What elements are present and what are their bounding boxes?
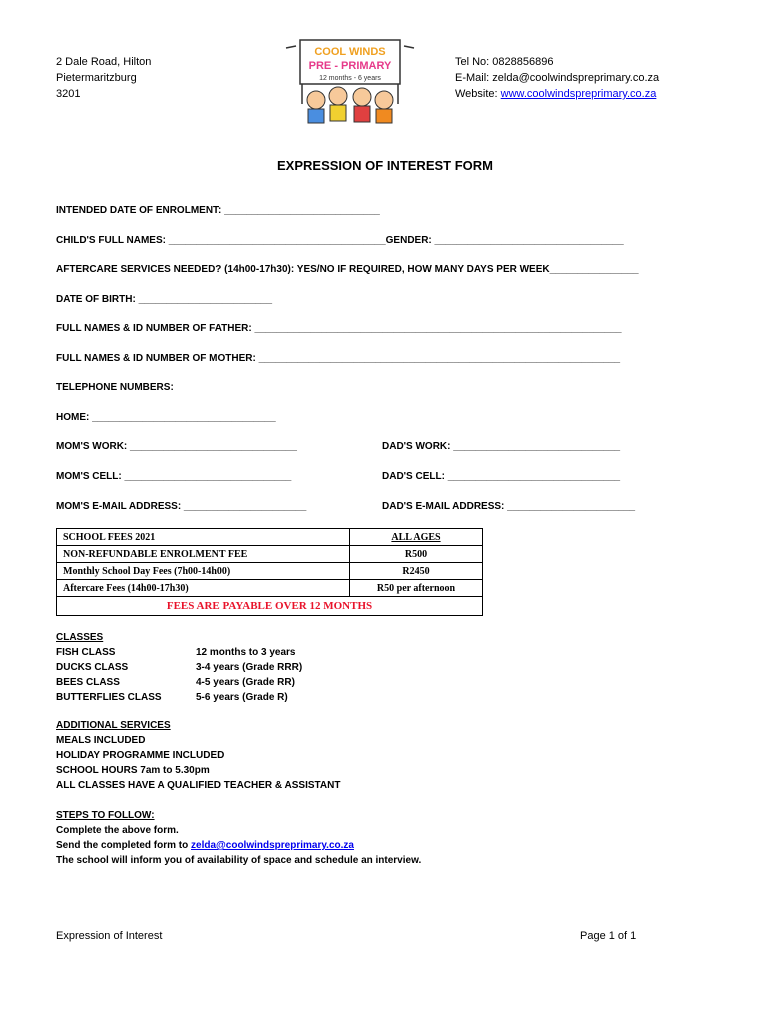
fee-label: NON-REFUNDABLE ENROLMENT FEE <box>57 546 350 563</box>
list-item: MEALS INCLUDED <box>56 735 146 746</box>
class-name: BEES CLASS <box>56 677 120 688</box>
classes-heading: CLASSES <box>56 632 104 643</box>
page-number: Page 1 of 1 <box>580 930 637 942</box>
email-address: E-Mail: zelda@coolwindspreprimary.co.za <box>455 72 660 84</box>
steps-heading: STEPS TO FOLLOW: <box>56 810 155 821</box>
dads-email-field[interactable]: DAD'S E-MAIL ADDRESS: _______________________ <box>382 501 636 512</box>
svg-text:COOL WINDS: COOL WINDS <box>314 46 386 58</box>
class-name: DUCKS CLASS <box>56 662 129 673</box>
list-item <box>56 660 302 675</box>
address-line: 3201 <box>56 88 81 100</box>
telephone-heading: TELEPHONE NUMBERS: <box>56 382 174 393</box>
father-details-field[interactable]: FULL NAMES & ID NUMBER OF FATHER: __________________________________________________________________ <box>56 323 622 334</box>
school-contact <box>455 54 659 102</box>
svg-text:12 months - 6 years: 12 months - 6 years <box>319 75 381 82</box>
child-names-field[interactable]: CHILD'S FULL NAMES: _______________________________________GENDER: __________________________________ <box>56 235 624 246</box>
date-of-birth-field[interactable]: DATE OF BIRTH: ________________________ <box>56 294 273 305</box>
class-age: 12 months to 3 years <box>196 647 296 658</box>
website-line <box>455 86 659 102</box>
aftercare-field[interactable]: AFTERCARE SERVICES NEEDED? (14h00-17h30): YES/NO IF REQUIRED, HOW MANY DAYS PER WEEK________________ <box>56 264 639 275</box>
svg-text:PRE - PRIMARY: PRE - PRIMARY <box>308 60 392 72</box>
fees-note: FEES ARE PAYABLE OVER 12 MONTHS <box>57 597 483 616</box>
fees-table <box>56 528 483 616</box>
list-item: HOLIDAY PROGRAMME INCLUDED <box>56 750 225 761</box>
school-address <box>56 54 151 102</box>
fee-value: R500 <box>350 546 483 563</box>
home-phone-field[interactable]: HOME: _________________________________ <box>56 412 276 423</box>
services-heading: ADDITIONAL SERVICES <box>56 720 171 731</box>
class-name: BUTTERFLIES CLASS <box>56 692 162 703</box>
class-age: 4-5 years (Grade RR) <box>196 677 295 688</box>
class-age: 3-4 years (Grade RRR) <box>196 662 303 673</box>
address-line: Pietermaritzburg <box>56 72 137 84</box>
list-item <box>56 690 302 705</box>
moms-email-field[interactable]: MOM'S E-MAIL ADDRESS: ______________________ <box>56 501 307 512</box>
dads-cell-field[interactable]: DAD'S CELL: _______________________________ <box>382 471 621 482</box>
class-name: FISH CLASS <box>56 647 116 658</box>
dads-work-field[interactable]: DAD'S WORK: ______________________________ <box>382 441 621 452</box>
fees-header-value: ALL AGES <box>350 529 483 546</box>
step-line: The school will inform you of availability of space and schedule an interview. <box>56 855 422 866</box>
table-row <box>57 597 483 616</box>
services-section <box>56 718 340 793</box>
list-item: ALL CLASSES HAVE A QUALIFIED TEACHER & ASSISTANT <box>56 780 341 791</box>
email-link[interactable]: zelda@coolwindspreprimary.co.za <box>191 840 354 851</box>
table-row <box>57 563 483 580</box>
moms-work-field[interactable]: MOM'S WORK: ______________________________ <box>56 441 297 452</box>
fee-value: R2450 <box>350 563 483 580</box>
list-item <box>56 645 302 660</box>
table-row <box>57 529 483 546</box>
step-text: Send the completed form to <box>56 840 192 851</box>
step-line: Complete the above form. <box>56 825 179 836</box>
fee-label: Monthly School Day Fees (7h00-14h00) <box>57 563 350 580</box>
list-item: SCHOOL HOURS 7am to 5.30pm <box>56 765 210 776</box>
enrolment-date-field[interactable]: INTENDED DATE OF ENROLMENT: ____________________________ <box>56 205 380 216</box>
classes-section <box>56 630 302 705</box>
table-row <box>57 546 483 563</box>
steps-section <box>56 808 421 868</box>
telephone-number: Tel No: 0828856896 <box>455 56 554 68</box>
footer-title: Expression of Interest <box>56 930 163 942</box>
fee-label: Aftercare Fees (14h00-17h30) <box>57 580 350 597</box>
list-item <box>56 675 302 690</box>
mother-details-field[interactable]: FULL NAMES & ID NUMBER OF MOTHER: _________________________________________________________________ <box>56 353 621 364</box>
school-logo <box>280 34 420 130</box>
fees-header-label: SCHOOL FEES 2021 <box>57 529 350 546</box>
form-title: EXPRESSION OF INTEREST FORM <box>277 158 493 173</box>
moms-cell-field[interactable]: MOM'S CELL: ______________________________ <box>56 471 292 482</box>
step-line <box>56 838 421 853</box>
class-age: 5-6 years (Grade R) <box>196 692 288 703</box>
address-line: 2 Dale Road, Hilton <box>56 56 152 68</box>
fee-value: R50 per afternoon <box>350 580 483 597</box>
website-link[interactable]: www.coolwindspreprimary.co.za <box>500 88 657 100</box>
website-label: Website: <box>455 88 501 100</box>
table-row <box>57 580 483 597</box>
